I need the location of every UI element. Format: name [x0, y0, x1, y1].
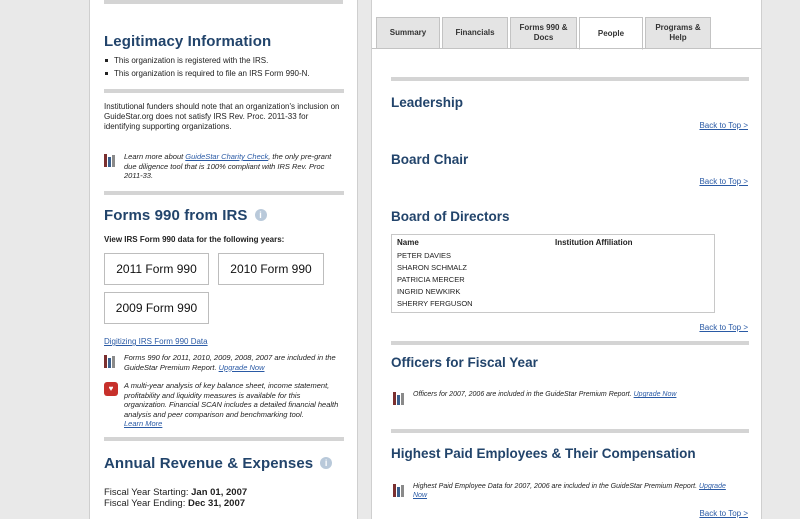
upgrade-now-link[interactable]: Upgrade Now: [218, 362, 265, 372]
learn-more-link[interactable]: Learn More: [124, 419, 163, 428]
forms990-subtitle: View IRS Form 990 data for the following years:: [104, 235, 285, 244]
charity-check-link[interactable]: GuideStar Charity Check: [185, 152, 269, 161]
fiscal-end-label: Fiscal Year Ending:: [104, 498, 188, 509]
financial-scan-promo: [104, 381, 344, 429]
fiscal-start-row: [104, 487, 247, 498]
column-header-name: Name: [397, 238, 419, 247]
revenue-title: [104, 455, 332, 472]
legitimacy-bullets: [104, 54, 344, 80]
tab-programs-help[interactable]: Programs & Help: [645, 17, 711, 49]
column-header-affiliation: Institution Affiliation: [555, 238, 633, 247]
info-icon[interactable]: i: [255, 209, 267, 221]
top-divider: [104, 0, 343, 4]
forms990-title-text: Forms 990 from IRS: [104, 207, 248, 224]
highest-paid-promo: [393, 482, 738, 500]
legitimacy-bullet: This organization is registered with the IRS.: [104, 54, 344, 67]
premium-report-text: [124, 353, 344, 372]
tab-forms-990-docs[interactable]: Forms 990 & Docs: [510, 17, 577, 49]
divider: [391, 341, 749, 345]
tabs-baseline: [372, 48, 762, 49]
premium-report-promo: [104, 353, 344, 372]
books-icon: [393, 391, 407, 405]
upgrade-now-link[interactable]: Upgrade Now: [633, 391, 677, 398]
tab-people[interactable]: People: [579, 17, 643, 50]
table-row: SHARON SCHMALZ: [397, 263, 468, 272]
highest-paid-title: Highest Paid Employees & Their Compensation: [391, 446, 696, 461]
books-icon: [393, 483, 407, 497]
digitizing-990-link[interactable]: Digitizing IRS Form 990 Data: [104, 337, 208, 346]
books-icon: [104, 354, 118, 368]
divider: [104, 437, 344, 441]
divider: [104, 191, 344, 195]
legitimacy-title: Legitimacy Information: [104, 33, 272, 50]
table-row: SHERRY FERGUSON: [397, 299, 473, 308]
officers-promo: [393, 390, 733, 405]
upgrade-now-link[interactable]: Upgrade Now: [413, 483, 726, 499]
charity-check-promo: [104, 152, 344, 181]
board-directors-table: [391, 234, 715, 313]
form-990-2010-button[interactable]: 2010 Form 990: [218, 253, 324, 285]
info-icon[interactable]: i: [320, 457, 332, 469]
charity-check-text: [124, 152, 344, 181]
right-panel: [371, 0, 762, 519]
form-990-2009-button[interactable]: 2009 Form 990: [104, 292, 209, 324]
financial-scan-text: [124, 381, 344, 429]
back-to-top-link[interactable]: Back to Top >: [699, 509, 748, 518]
tab-summary[interactable]: Summary: [376, 17, 440, 49]
table-row: PETER DAVIES: [397, 251, 452, 260]
board-chair-title: Board Chair: [391, 152, 469, 167]
officers-title: Officers for Fiscal Year: [391, 355, 538, 370]
left-panel: [89, 0, 358, 519]
table-header: [397, 238, 709, 250]
fiscal-end-value: Dec 31, 2007: [187, 498, 246, 509]
table-row: PATRICIA MERCER: [397, 275, 465, 284]
promo-suffix: , the only pre-grant due diligence tool that is 100% compliant with IRS Rev. Proc 2011-33.: [124, 152, 332, 180]
highest-paid-text: Highest Paid Employee Data for 2007, 2006 are included in the GuideStar Premium Report.: [413, 483, 699, 490]
back-to-top-link[interactable]: Back to Top >: [699, 323, 748, 332]
promo-prefix: Learn more about: [124, 152, 186, 161]
highest-paid-premium-text: [413, 482, 738, 500]
forms990-title: [104, 207, 267, 224]
form-990-2011-button[interactable]: 2011 Form 990: [104, 253, 209, 285]
profile-tabs: [372, 17, 762, 49]
fiscal-start-value: Jan 01, 2007: [191, 487, 248, 498]
leadership-title: Leadership: [391, 95, 464, 110]
officers-premium-text: [413, 390, 676, 399]
premium-text: Forms 990 for 2011, 2010, 2009, 2008, 2007 are included in the GuideStar Premium Report.: [124, 353, 336, 372]
back-to-top-link[interactable]: Back to Top >: [699, 121, 748, 130]
financial-scan-icon: ♥: [104, 382, 118, 396]
legitimacy-note: Institutional funders should note that an organization's inclusion on GuideStar.org does not satisfy IRS Rev. Proc. 2011-33 for identifying supporting organizations.: [104, 102, 340, 131]
table-row: INGRID NEWKIRK: [397, 287, 461, 296]
officers-text: Officers for 2007, 2006 are included in the GuideStar Premium Report.: [413, 391, 634, 398]
board-directors-title: Board of Directors: [391, 209, 510, 224]
fiscal-year-info: [104, 487, 247, 509]
legitimacy-bullet: This organization is required to file an IRS Form 990-N.: [104, 67, 344, 80]
divider: [391, 77, 749, 81]
revenue-title-text: Annual Revenue & Expenses: [104, 455, 314, 472]
back-to-top-link[interactable]: Back to Top >: [699, 177, 748, 186]
books-icon: [104, 153, 118, 167]
fiscal-start-label: Fiscal Year Starting:: [104, 487, 192, 498]
divider: [391, 429, 749, 433]
tab-financials[interactable]: Financials: [442, 17, 508, 49]
fiscal-end-row: [104, 498, 247, 509]
divider: [104, 89, 344, 93]
scan-text: A multi-year analysis of key balance sheet, income statement, profitability and liquidity measures is available for this organization. Financial SCAN includes a detailed financial health analysis and peer comparison and benchmarking tool.: [124, 381, 339, 419]
